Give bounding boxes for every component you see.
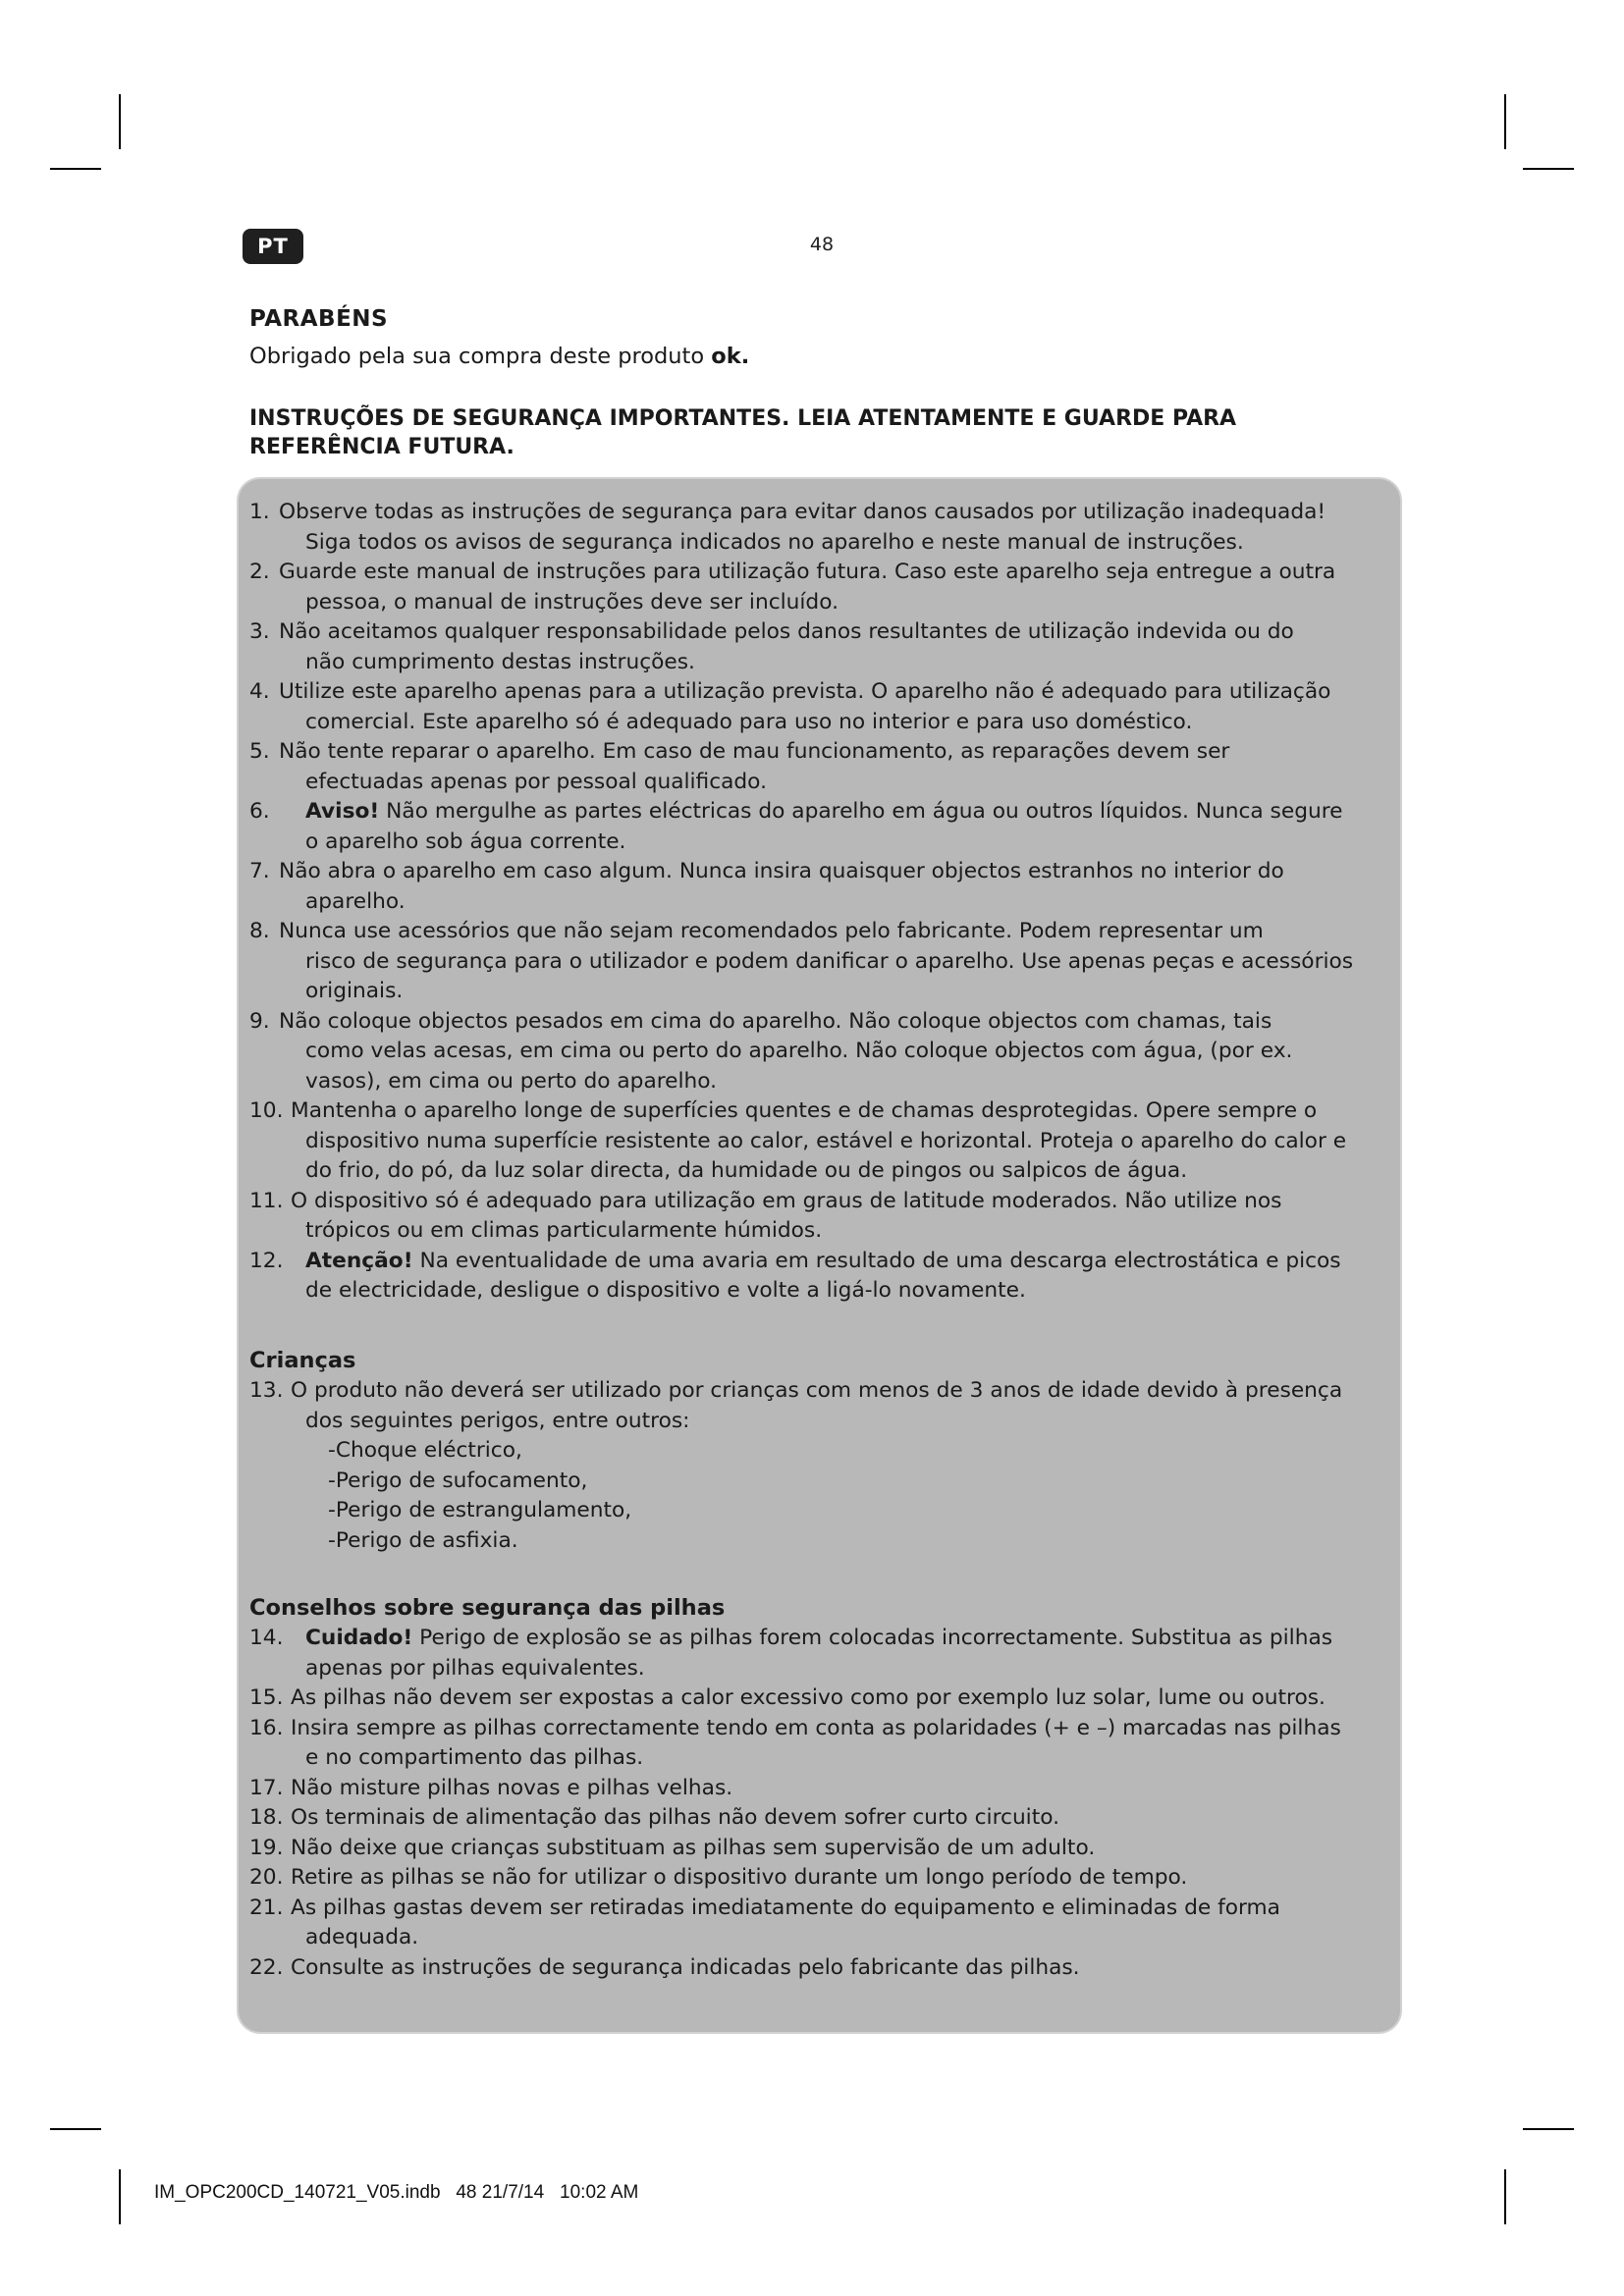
item-line: Não aceitamos qualquer responsabilidade pelos danos resultantes de utilização indevida ou do xyxy=(279,619,1294,644)
crop-mark-top-left-vertical xyxy=(119,94,121,149)
safety-instructions-list xyxy=(249,498,1388,1307)
children-list xyxy=(249,1376,1388,1556)
item-number: 21. xyxy=(249,1895,284,1920)
crop-mark-bottom-right-vertical xyxy=(1504,2169,1506,2224)
item-line xyxy=(249,1247,1388,1277)
item-number: 17. xyxy=(249,1775,284,1800)
item-line: adequada. xyxy=(305,1925,419,1949)
item-number: 9. xyxy=(249,1008,270,1034)
list-item xyxy=(249,1894,1388,1953)
page-number: 48 xyxy=(809,234,835,255)
item-line: Siga todos os avisos de segurança indicados no aparelho e neste manual de instruções. xyxy=(305,529,1244,555)
item-line: Não deixe que crianças substituam as pilhas sem supervisão de um adulto. xyxy=(291,1835,1096,1860)
item-number: 4. xyxy=(249,679,270,704)
item-line: não cumprimento destas instruções. xyxy=(305,649,695,674)
item-line: como velas acesas, em cima ou perto do aparelho. Não coloque objectos com água, (por ex. xyxy=(305,1039,1293,1063)
item-line: Não coloque objectos pesados em cima do aparelho. Não coloque objectos com chamas, tais xyxy=(279,1008,1272,1034)
list-item xyxy=(249,1187,1388,1247)
item-line: Insira sempre as pilhas correctamente tendo em conta as polaridades (+ e –) marcadas nas pilhas xyxy=(291,1715,1341,1740)
item-emphasis: Cuidado! xyxy=(305,1626,413,1650)
item-line: Guarde este manual de instruções para utilização futura. Caso este aparelho seja entregue a outra xyxy=(279,560,1336,584)
item-number: 3. xyxy=(249,619,270,644)
item-line: Não abra o aparelho em caso algum. Nunca insira quaisquer objectos estranhos no interior do xyxy=(279,859,1284,883)
list-item xyxy=(249,617,1388,677)
item-line: As pilhas gastas devem ser retiradas imediatamente do equipamento e eliminadas de forma xyxy=(291,1895,1280,1920)
list-item xyxy=(249,1834,1388,1864)
hazard-item: -Perigo de estrangulamento, xyxy=(328,1498,632,1522)
item-line: dos seguintes perigos, entre outros: xyxy=(305,1408,690,1433)
safety-heading: INSTRUÇÕES DE SEGURANÇA IMPORTANTES. LEIA ATENTAMENTE E GUARDE PARA REFERÊNCIA FUTURA. xyxy=(249,406,1237,459)
item-text: Perigo de explosão se as pilhas forem colocadas incorrectamente. Substitua as pilhas xyxy=(412,1626,1333,1650)
congrats-title: PARABÉNS xyxy=(249,306,389,332)
item-line: Retire as pilhas se não for utilizar o dispositivo durante um longo período de tempo. xyxy=(291,1865,1188,1890)
item-text: Na eventualidade de uma avaria em resultado de uma descarga electrostática e picos xyxy=(412,1248,1341,1273)
list-item xyxy=(249,1714,1388,1774)
crop-mark-top-right-vertical xyxy=(1504,94,1506,149)
list-item xyxy=(249,1774,1388,1804)
item-line xyxy=(249,797,1388,828)
list-item xyxy=(249,1803,1388,1834)
item-line: O dispositivo só é adequado para utilização em graus de latitude moderados. Não utilize nos xyxy=(291,1188,1282,1213)
item-line: originais. xyxy=(305,979,404,1003)
list-item xyxy=(249,1624,1388,1683)
item-number: 7. xyxy=(249,859,270,883)
item-number: 12. xyxy=(249,1248,284,1273)
batteries-list xyxy=(249,1624,1388,1983)
list-item xyxy=(249,797,1388,857)
children-heading: Crianças xyxy=(249,1348,356,1373)
item-number: 1. xyxy=(249,500,270,524)
item-line: Consulte as instruções de segurança indicadas pelo fabricante das pilhas. xyxy=(291,1954,1080,1980)
item-number: 14. xyxy=(249,1626,284,1650)
item-line: risco de segurança para o utilizador e podem danificar o aparelho. Use apenas peças e acessórios xyxy=(305,948,1354,974)
item-line: e no compartimento das pilhas. xyxy=(305,1745,644,1770)
list-item xyxy=(249,1683,1388,1714)
list-item xyxy=(249,1376,1388,1436)
list-item xyxy=(249,1096,1388,1187)
item-line: Nunca use acessórios que não sejam recomendados pelo fabricante. Podem representar um xyxy=(279,919,1264,943)
item-line: dispositivo numa superfície resistente ao calor, estável e horizontal. Proteja o aparelho do calor e xyxy=(305,1128,1347,1153)
batteries-heading: Conselhos sobre segurança das pilhas xyxy=(249,1595,726,1621)
item-line: de electricidade, desligue o dispositivo e volte a ligá-lo novamente. xyxy=(305,1278,1026,1303)
print-date: 21/7/14 xyxy=(481,2182,545,2203)
hazard-item: -Perigo de asfixia. xyxy=(328,1527,518,1553)
list-item xyxy=(249,1953,1388,1984)
item-line: efectuadas apenas por pessoal qualificado. xyxy=(305,769,767,794)
list-item xyxy=(249,677,1388,737)
brand-name: ok. xyxy=(711,344,750,369)
item-line: Os terminais de alimentação das pilhas não devem sofrer curto circuito. xyxy=(291,1805,1059,1830)
item-number: 8. xyxy=(249,919,270,943)
item-number: 19. xyxy=(249,1835,284,1860)
item-line: O produto não deverá ser utilizado por crianças com menos de 3 anos de idade devido à presença xyxy=(291,1378,1343,1403)
item-number: 16. xyxy=(249,1715,284,1740)
item-number: 20. xyxy=(249,1865,284,1890)
list-item xyxy=(249,1007,1388,1097)
hazard-item: -Perigo de sufocamento, xyxy=(328,1468,588,1493)
item-number: 18. xyxy=(249,1805,284,1830)
item-line: vasos), em cima ou perto do aparelho. xyxy=(305,1068,718,1094)
item-line: trópicos ou em climas particularmente húmidos. xyxy=(305,1218,823,1243)
list-item xyxy=(249,498,1388,558)
item-line: aparelho. xyxy=(305,888,406,914)
item-number: 10. xyxy=(249,1098,284,1123)
thanks-line xyxy=(249,344,749,369)
item-number: 11. xyxy=(249,1188,284,1213)
crop-mark-top-right-horizontal xyxy=(1523,168,1574,170)
list-item xyxy=(249,1247,1388,1307)
crop-mark-bottom-left-horizontal xyxy=(50,2128,101,2130)
item-line: o aparelho sob água corrente. xyxy=(305,828,626,854)
item-text: Não mergulhe as partes eléctricas do aparelho em água ou outros líquidos. Nunca segure xyxy=(379,799,1343,824)
language-badge: PT xyxy=(243,229,303,264)
item-number: 15. xyxy=(249,1685,284,1710)
list-item xyxy=(249,558,1388,617)
item-emphasis: Atenção! xyxy=(305,1248,413,1273)
crop-mark-bottom-right-horizontal xyxy=(1523,2128,1574,2130)
item-line: apenas por pilhas equivalentes. xyxy=(305,1655,645,1681)
crop-mark-bottom-left-vertical xyxy=(119,2169,121,2224)
item-line: As pilhas não devem ser expostas a calor excessivo como por exemplo luz solar, lume ou outros. xyxy=(291,1685,1326,1710)
item-number: 6. xyxy=(249,799,270,824)
list-item xyxy=(249,1863,1388,1894)
item-number: 13. xyxy=(249,1378,284,1403)
item-line: Mantenha o aparelho longe de superfícies quentes e de chamas desprotegidas. Opere sempre o xyxy=(291,1098,1318,1123)
item-line: comercial. Este aparelho só é adequado para uso no interior e para uso doméstico. xyxy=(305,709,1193,734)
item-line: pessoa, o manual de instruções deve ser incluído. xyxy=(305,589,839,614)
file-info: IM_OPC200CD_140721_V05.indb 48 xyxy=(154,2182,477,2203)
item-line: Utilize este aparelho apenas para a utilização prevista. O aparelho não é adequado para utilização xyxy=(279,679,1331,704)
item-line xyxy=(249,1624,1388,1654)
list-item xyxy=(249,917,1388,1007)
list-item xyxy=(249,737,1388,797)
item-number: 22. xyxy=(249,1954,284,1980)
item-line: Não misture pilhas novas e pilhas velhas. xyxy=(291,1775,733,1800)
item-number: 5. xyxy=(249,739,270,764)
item-emphasis: Aviso! xyxy=(305,799,380,824)
list-item xyxy=(249,857,1388,917)
hazard-item: -Choque eléctrico, xyxy=(328,1438,522,1463)
item-line: Observe todas as instruções de segurança para evitar danos causados por utilização inadequada! xyxy=(279,500,1326,524)
print-slug xyxy=(154,2182,638,2204)
item-line: Não tente reparar o aparelho. Em caso de mau funcionamento, as reparações devem ser xyxy=(279,739,1230,764)
print-time: 10:02 AM xyxy=(560,2182,639,2203)
thanks-text: Obrigado pela sua compra deste produto xyxy=(249,344,712,369)
item-line: do frio, do pó, da luz solar directa, da humidade ou de pingos ou salpicos de água. xyxy=(305,1158,1188,1183)
crop-mark-top-left-horizontal xyxy=(50,168,101,170)
item-number: 2. xyxy=(249,560,270,584)
